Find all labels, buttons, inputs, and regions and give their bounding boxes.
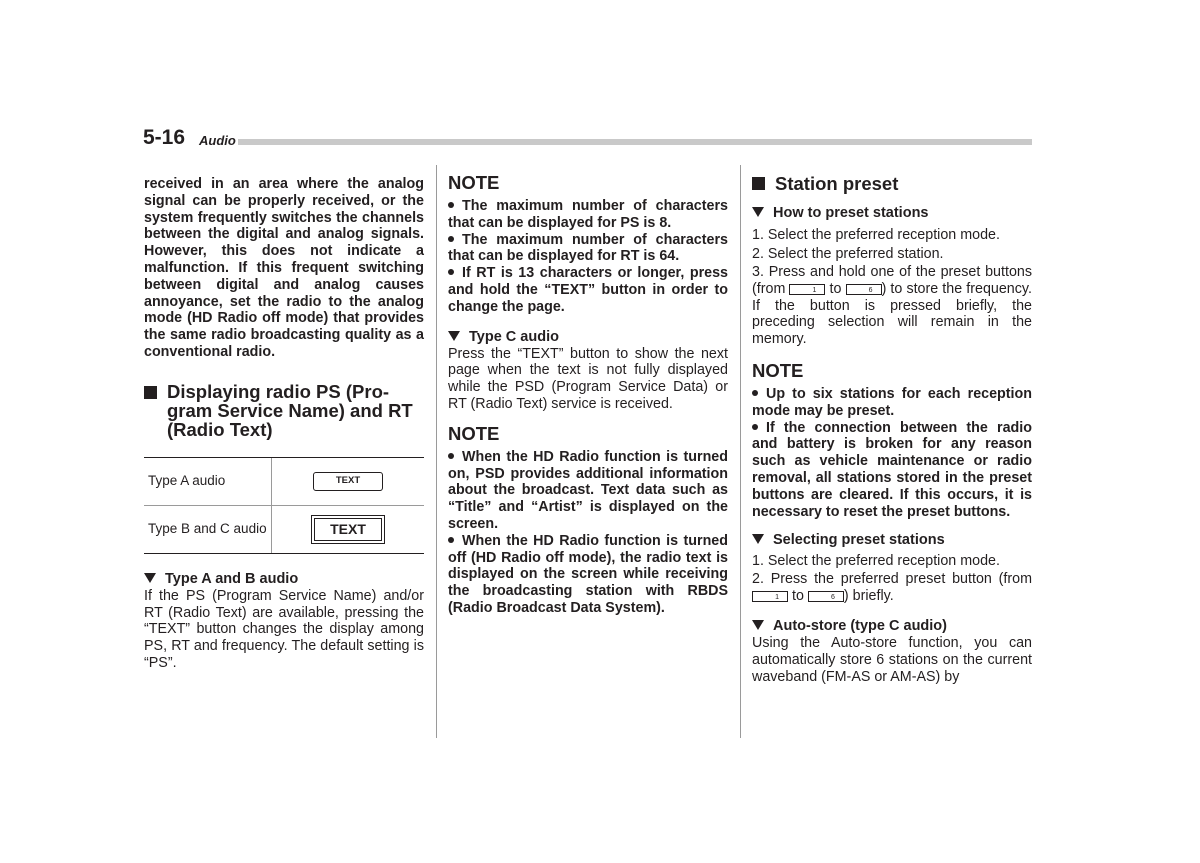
column-divider-2 — [740, 165, 741, 738]
bullet-icon — [752, 390, 758, 396]
type-c-paragraph: Press the “TEXT” button to show the next page when the text is not fully displayed while the PSD (Program Service Data) or RT (Radio Text) service is received. — [448, 345, 728, 412]
intro-paragraph: received in an area where the analog signal can be properly received, or the system frequently switches the channels between the digital and analog signals. However, this does not indicate a malfunction. If this frequent switching between digital and analog causes annoyance, set the radio to the analog mode (HD Radio off mode) that provides the same radio broadcasting quality as a conventional radio. — [144, 176, 424, 360]
subheading-selecting-preset: Selecting preset stations — [752, 531, 1032, 549]
page-number: 5-16 — [143, 126, 186, 149]
section-title-line: gram Service Name) and RT — [167, 399, 413, 421]
bullet-icon — [448, 269, 454, 275]
table-cell-type: Type B and C audio — [144, 506, 272, 553]
preset-button-1-icon: 1 — [789, 284, 825, 295]
audio-type-table — [144, 457, 424, 554]
note-item: The maximum number of characters that can be displayed for PS is 8. — [448, 198, 728, 231]
section-title-station-preset: Station preset — [752, 174, 1032, 193]
preset-button-6-icon: 6 — [846, 284, 882, 295]
bullet-icon — [448, 202, 454, 208]
step-text: 2. Press the preferred preset button (from 1 to 6 ) briefly. — [752, 571, 1032, 605]
square-bullet-icon — [752, 177, 765, 190]
note-item: Up to six stations for each reception mode may be preset. — [752, 385, 1032, 419]
section-title-line: Displaying radio PS (Pro- — [167, 380, 390, 402]
triangle-bullet-icon — [144, 573, 156, 583]
section-name: Audio — [199, 133, 236, 148]
subheading-type-ab: Type A and B audio — [144, 570, 424, 588]
auto-store-paragraph: Using the Auto-store function, you can automatically store 6 stations on the current waveband (FM-AS or AM-AS) by — [752, 634, 1032, 685]
note-title: NOTE — [448, 172, 500, 193]
column-divider-1 — [436, 165, 437, 738]
preset-button-1-icon: 1 — [752, 591, 788, 602]
header-rule — [238, 139, 1032, 145]
step-text: 1. Select the preferred reception mode. — [752, 553, 1000, 570]
note-item: When the HD Radio function is turned off (HD Radio off mode), the radio text is displayed on the screen while receiving the broadcasting station with RBDS (Radio Broadcast Data System). — [448, 532, 728, 616]
column-2 — [448, 172, 728, 617]
section-title-ps-rt — [144, 382, 424, 439]
note-item: If RT is 13 characters or longer, press and hold the “TEXT” button in order to change the page. — [448, 265, 728, 315]
column-3 — [752, 174, 1032, 685]
section-title-line: (Radio Text) — [167, 418, 273, 440]
triangle-bullet-icon — [448, 331, 460, 341]
table-row — [144, 505, 424, 553]
step-text: 2. Select the preferred station. — [752, 246, 944, 262]
step-text: 3. Press and hold one of the preset buttons (from 1 to 6 ) to store the frequency. If the button is pressed briefly, the preceding selection will remain in the memory. — [752, 264, 1032, 348]
triangle-bullet-icon — [752, 534, 764, 544]
note-item: If the connection between the radio and battery is broken for any reason such as vehicle maintenance or radio removal, all stations stored in the preset buttons are cleared. If this occurs, it is necessary to reset the preset buttons. — [752, 419, 1032, 520]
note-title: NOTE — [448, 422, 500, 444]
triangle-bullet-icon — [752, 207, 764, 217]
table-row — [144, 458, 424, 505]
subheading-how-to-preset: How to preset stations — [752, 204, 1032, 222]
type-ab-paragraph: If the PS (Program Service Name) and/or RT (Radio Text) are available, pressing the “TEXT” button changes the display among PS, RT and frequency. The default setting is “PS”. — [144, 587, 424, 671]
text-button-type-bc — [311, 515, 385, 544]
triangle-bullet-icon — [752, 620, 764, 630]
step-text: 1. Select the preferred reception mode. — [752, 227, 1000, 243]
subheading-auto-store: Auto-store (type C audio) — [752, 617, 1032, 635]
text-button-label: TEXT — [314, 518, 382, 541]
bullet-icon — [448, 537, 454, 543]
bullet-icon — [448, 236, 454, 242]
subheading-type-c: Type C audio — [448, 328, 728, 346]
table-cell-type: Type A audio — [144, 458, 272, 505]
note-item: When the HD Radio function is turned on, PSD provides additional information about the broadcast. Text data such as “Title” and “Artist” is displayed on the screen. — [448, 448, 728, 532]
note-item: The maximum number of characters that can be displayed for RT is 64. — [448, 231, 728, 265]
column-1 — [144, 176, 424, 672]
bullet-icon — [448, 453, 454, 459]
text-button-type-a: TEXT — [313, 472, 383, 491]
bullet-icon — [752, 424, 758, 430]
preset-button-6-icon: 6 — [808, 591, 844, 602]
square-bullet-icon — [144, 386, 157, 399]
note-title: NOTE — [752, 359, 804, 381]
